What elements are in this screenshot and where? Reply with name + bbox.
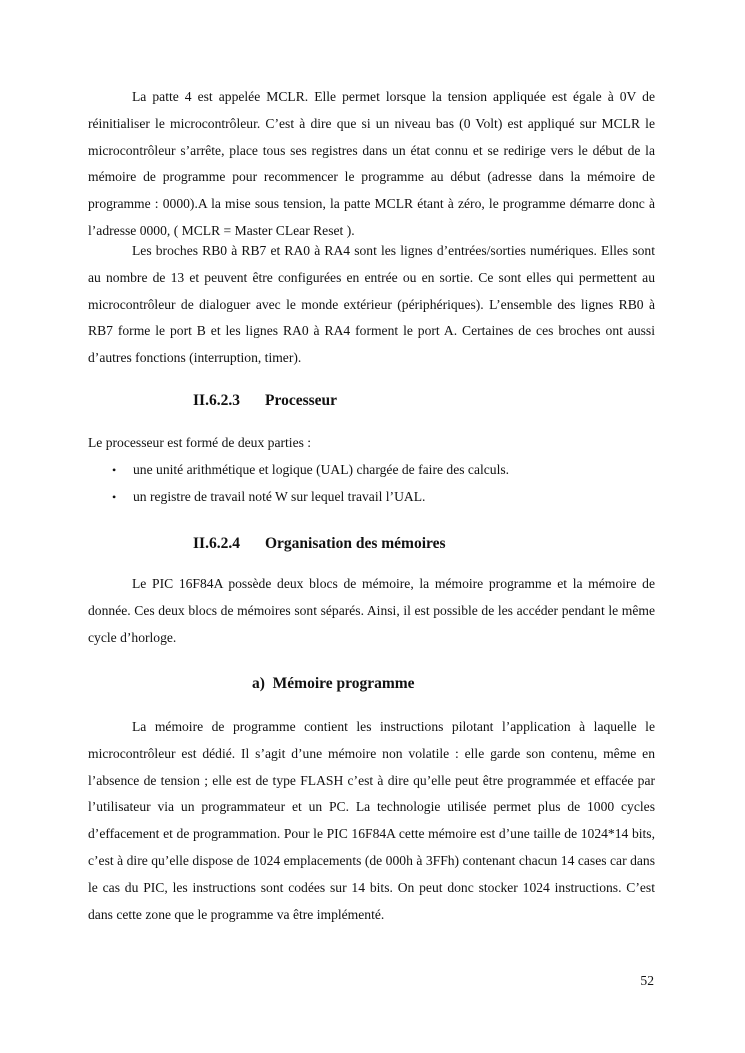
paragraph-broches-text: Les broches RB0 à RB7 et RA0 à RA4 sont les lignes d’entrées/sorties numériques. Elles sont au nombre de 13 et peuvent être configurées en entrée ou en sortie. Ce sont elles qui permettent au microcontrôleur de dialoguer avec le monde extérieur (périphériques). L’ensemble des lignes RB0 à RB7 forme le port B et les lignes RA0 à RA4 forment le port A. Certaines de ces broches ont aussi d’autres fonctions (interruption, timer). bbox=[88, 243, 655, 366]
paragraph-mclr bbox=[88, 84, 655, 245]
list-item bbox=[112, 457, 652, 484]
paragraph-organisation bbox=[88, 571, 655, 651]
heading-number: II.6.2.3 bbox=[193, 392, 240, 409]
page-number: 52 bbox=[640, 973, 654, 988]
heading-number: II.6.2.4 bbox=[193, 535, 240, 552]
bullet-icon: • bbox=[112, 489, 117, 504]
heading-title: Organisation des mémoires bbox=[265, 535, 446, 552]
list-item bbox=[112, 484, 652, 511]
paragraph-organisation-text: Le PIC 16F84A possède deux blocs de mémoire, la mémoire programme et la mémoire de donnée. Ces deux blocs de mémoires sont séparés. Ainsi, il est possible de les accéder pendant le même cycle d’horloge. bbox=[88, 576, 655, 645]
heading-title: Mémoire programme bbox=[272, 675, 415, 692]
paragraph-memoire-programme-text: La mémoire de programme contient les instructions pilotant l’application à laquelle le microcontrôleur est dédié. Il s’agit d’une mémoire non volatile : elle garde son contenu, même en l’absence de tension ; elle est de type FLASH c’est à dire qu’elle peut être programmée et effacée par l’utilisateur via un programmateur et un PC. La technologie utilisée permet plus de 1000 cycles d’effacement et de programmation. Pour le PIC 16F84A cette mémoire est d’une taille de 1024*14 bits, c’est à dire qu’elle dispose de 1024 emplacements (de 000h à 3FFh) contenant chacun 14 cases car dans le cas du PIC, les instructions sont codées sur 14 bits. On peut donc stocker 1024 instructions. C’est dans cette zone que le programme va être implémenté. bbox=[88, 719, 655, 922]
processeur-bullet-list bbox=[112, 457, 652, 511]
heading-title: Processeur bbox=[265, 392, 338, 409]
heading-organisation bbox=[193, 534, 446, 554]
list-item-text: une unité arithmétique et logique (UAL) chargée de faire des calculs. bbox=[133, 462, 510, 477]
paragraph-mclr-text: La patte 4 est appelée MCLR. Elle permet lorsque la tension appliquée est égale à 0V de réinitialiser le microcontrôleur. C’est à dire que si un niveau bas (0 Volt) est appliqué sur MCLR le microcontrôleur s’arrête, place tous ses registres dans un état connu et se redirige vers le début de la mémoire de programme pour recommencer le programme au début (adresse dans la mémoire de programme : 0000).A la mise sous tension, la patte MCLR étant à zéro, le programme démarre donc à l’adresse 0000, ( MCLR = Master CLear Reset ). bbox=[88, 89, 655, 238]
paragraph-processeur-intro: Le processeur est formé de deux parties : bbox=[88, 435, 312, 450]
heading-processeur bbox=[193, 391, 337, 411]
heading-memoire-programme bbox=[252, 674, 415, 694]
paragraph-broches bbox=[88, 238, 655, 372]
heading-number: a) bbox=[252, 675, 265, 692]
paragraph-memoire-programme bbox=[88, 714, 655, 928]
bullet-icon: • bbox=[112, 463, 117, 477]
list-item-text: un registre de travail noté W sur lequel travail l’UAL. bbox=[133, 488, 426, 504]
